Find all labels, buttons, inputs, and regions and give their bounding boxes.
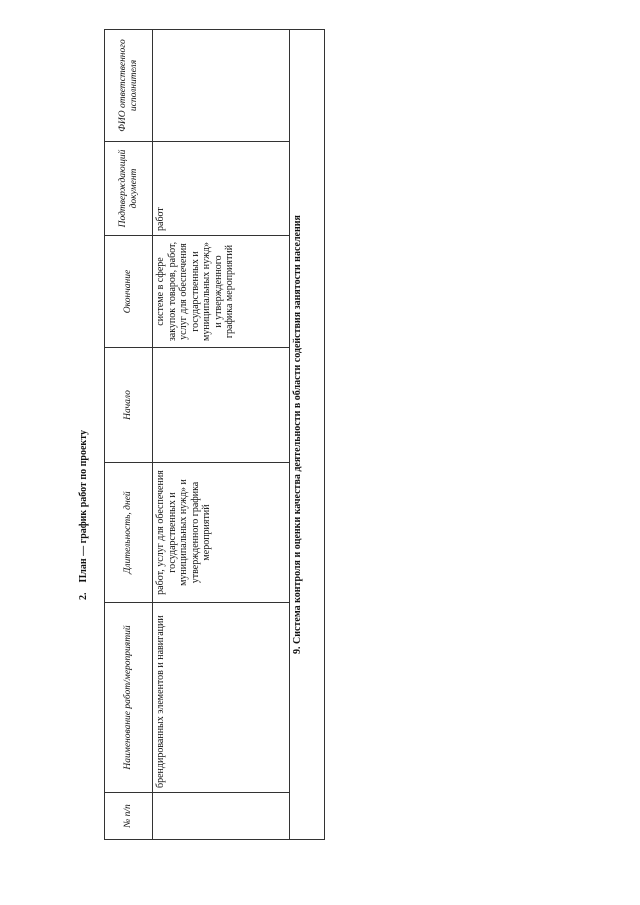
cell-end: системе в сфере закупок товаров, работ, услуг для обеспечения государственных и муниципальных нужд» и утвержденного графика мероприятий [153, 236, 290, 348]
cell-name: брендированных элементов и навигации [153, 603, 290, 793]
cell-owner [153, 30, 290, 142]
work-plan-table [104, 29, 325, 840]
section-row [290, 30, 325, 840]
section-heading [78, 300, 89, 600]
cell-start [153, 348, 290, 463]
header-num: № п/п [105, 793, 153, 840]
header-owner: ФИО ответственного исполнителя [105, 30, 153, 142]
header-end: Окончание [105, 236, 153, 348]
header-duration: Длительность, дней [105, 463, 153, 603]
cell-doc: работ [153, 142, 290, 236]
cell-duration: работ, услуг для обеспечения государственных и муниципальных нужд» и утвержденного графика мероприятий [153, 463, 290, 603]
cell-num [153, 793, 290, 840]
section-title: 9. Система контроля и оценки качества деятельности в области содействия занятости населения [290, 30, 325, 840]
table-row [153, 30, 290, 840]
header-start: Начало [105, 348, 153, 463]
header-doc: Подтверждающий документ [105, 142, 153, 236]
header-name: Наименование работ/мероприятий [105, 603, 153, 793]
plan-table-sheet [104, 30, 318, 840]
heading-number: 2. [78, 592, 89, 600]
table-header-row [105, 30, 153, 840]
heading-text: План — график работ по проекту [78, 430, 89, 583]
